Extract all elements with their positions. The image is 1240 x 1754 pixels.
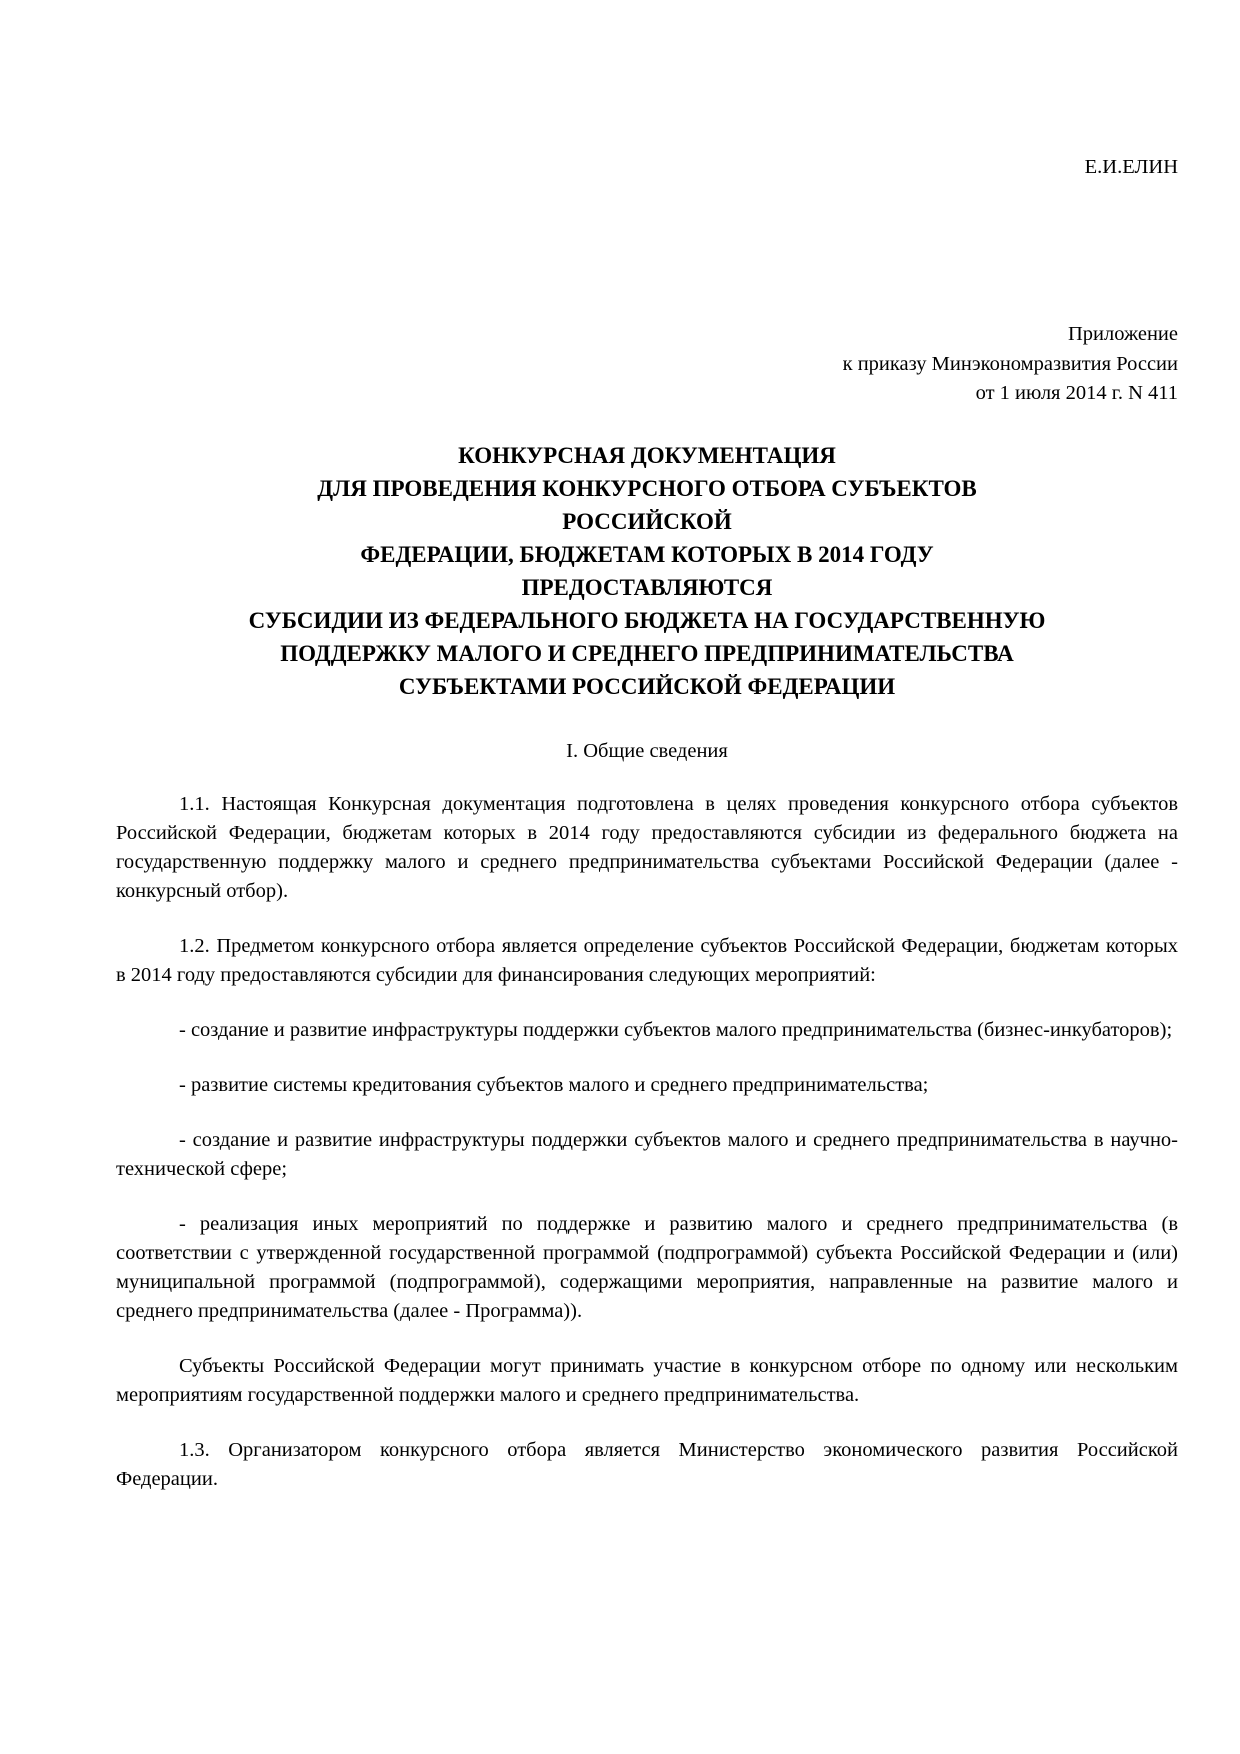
title-line: СУБЪЕКТАМИ РОССИЙСКОЙ ФЕДЕРАЦИИ — [398, 674, 896, 699]
title-line: ПОДДЕРЖКУ МАЛОГО И СРЕДНЕГО ПРЕДПРИНИМАТЕЛЬСТВА — [280, 641, 1014, 666]
appendix-reference — [843, 320, 1178, 409]
paragraph-1-2: 1.2. Предметом конкурсного отбора является определение субъектов Российской Федерации, бюджетам которых в 2014 году предоставляются субсидии для финансирования следующих мероприятий: — [116, 935, 1178, 986]
list-item: - развитие системы кредитования субъектов малого и среднего предпринимательства; — [179, 1074, 929, 1096]
title-line: КОНКУРСНАЯ ДОКУМЕНТАЦИЯ — [458, 443, 836, 468]
appendix-date: от 1 июля 2014 г. N 411 — [975, 382, 1178, 404]
title-line: ФЕДЕРАЦИИ, БЮДЖЕТАМ КОТОРЫХ В 2014 ГОДУ — [360, 542, 934, 567]
title-line: ДЛЯ ПРОВЕДЕНИЯ КОНКУРСНОГО ОТБОРА СУБЪЕКТОВ — [317, 476, 977, 501]
document-body — [116, 790, 1178, 1520]
document-title — [116, 439, 1178, 703]
section-heading: I. Общие сведения — [566, 740, 728, 762]
paragraph-participation: Субъекты Российской Федерации могут принимать участие в конкурсном отборе по одному или нескольким мероприятиям государственной поддержки малого и среднего предпринимательства. — [116, 1355, 1178, 1406]
paragraph-1-3: 1.3. Организатором конкурсного отбора является Министерство экономического развития Российской Федерации. — [116, 1439, 1178, 1490]
title-line: РОССИЙСКОЙ — [562, 509, 732, 534]
appendix-order: к приказу Минэкономразвития России — [842, 352, 1178, 375]
title-line: СУБСИДИИ ИЗ ФЕДЕРАЛЬНОГО БЮДЖЕТА НА ГОСУДАРСТВЕННУЮ — [248, 608, 1046, 633]
title-line: ПРЕДОСТАВЛЯЮТСЯ — [521, 575, 773, 600]
signer-name: Е.И.ЕЛИН — [1084, 156, 1178, 178]
paragraph-1-1: 1.1. Настоящая Конкурсная документация подготовлена в целях проведения конкурсного отбора субъектов Российской Федерации, бюджетам которых в 2014 году предоставляются субсидии из федерального бюджета на государственную поддержку малого и среднего предпринимательства субъектами Российской Федерации (далее - конкурсный отбор). — [116, 793, 1178, 902]
list-item: - реализация иных мероприятий по поддержке и развитию малого и среднего предпринимательства (в соответствии с утвержденной государственной программой (подпрограммой) субъекта Российской Федерации и (или) муниципальной программой (подпрограммой), содержащими мероприятия, направленные на развитие малого и среднего предпринимательства (далее - Программа)). — [116, 1213, 1178, 1322]
list-item: - создание и развитие инфраструктуры поддержки субъектов малого и среднего предпринимательства в научно-технической сфере; — [116, 1129, 1178, 1180]
list-item: - создание и развитие инфраструктуры поддержки субъектов малого предпринимательства (бизнес-инкубаторов); — [179, 1019, 1173, 1041]
appendix-label: Приложение — [1067, 323, 1178, 345]
